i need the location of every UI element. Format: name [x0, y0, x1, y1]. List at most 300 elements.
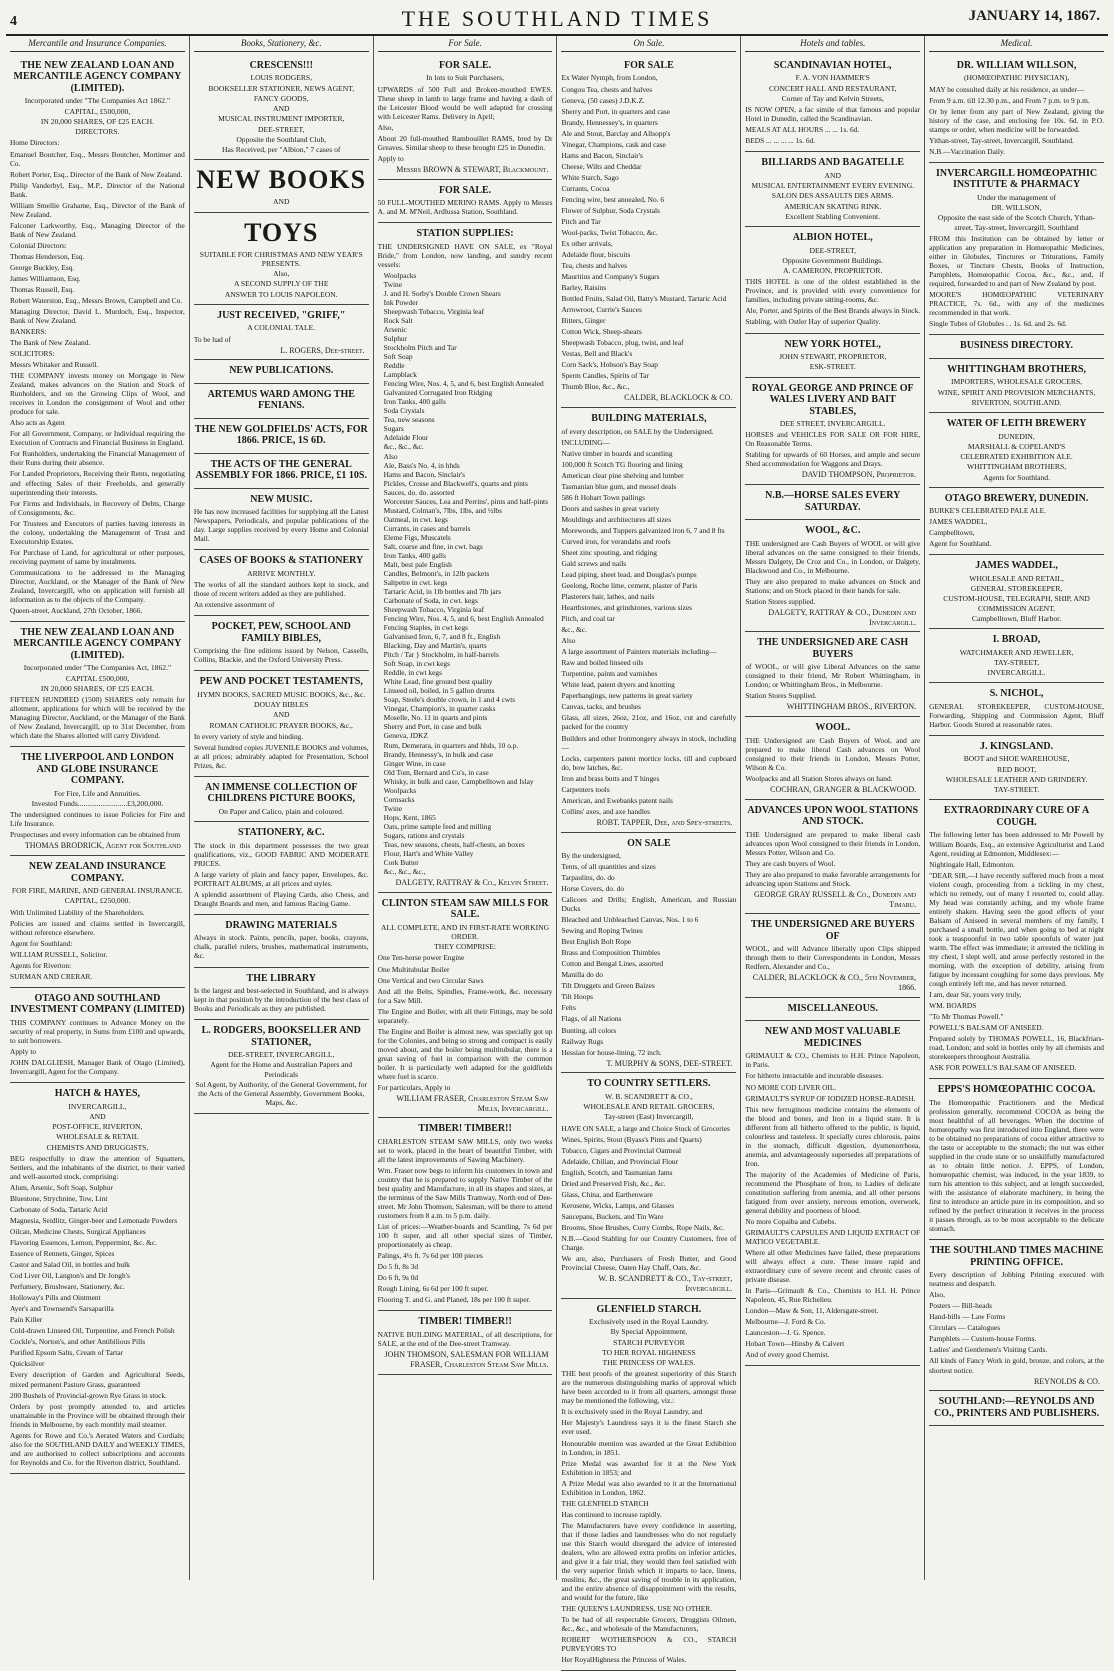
advertisement — [929, 629, 1104, 683]
ad-list-item: &c., &c., &c., — [383, 866, 426, 876]
ad-paragraph: GRIMAULT'S SYRUP OF IODIZED HORSE-RADISH. — [745, 1093, 916, 1103]
ad-title: THE NEW ZEALAND LOAN AND MERCANTILE AGENCY COMPANY (LIMITED). — [13, 59, 182, 94]
ad-paragraph: "To Mr Thomas Powell." — [929, 1012, 1004, 1022]
advertisement — [745, 227, 920, 333]
ad-subtitle: GENERAL STOREKEEPER, — [970, 584, 1063, 594]
ad-paragraph: Is the largest and best-selected in Southland, and is always kept in that position by the introduction of the best class of Books and Periodicals as they are published. — [193, 986, 369, 1014]
ad-paragraph: A large assortment of Painters materials including— — [561, 647, 717, 657]
ad-paragraph: For Landed Proprietors, Receiving their Rents, negotiating and effecting Sales of their Freeholds, and generally superintending their interests. — [10, 469, 185, 497]
ad-paragraph: Single Tubes of Globules . . 1s. 6d. and 2s. 6d. — [929, 319, 1067, 329]
ad-paragraph: Philip Vanderbyl, Esq., M.P., Director of the National Bank. — [10, 180, 185, 199]
ad-list-item: Brandy, Hennessy's, in bulk and case — [383, 749, 494, 759]
ad-subtitle: DUNEDIN, — [998, 431, 1035, 441]
ad-list-item: Cornsacks — [383, 794, 415, 804]
ad-paragraph: THE UNDERSIGNED HAVE ON SALE, ex "Royal Bride," from London, now landing, and sundry recent vessels: — [377, 241, 553, 269]
ad-paragraph: White lead, patent dryers and knotting — [561, 680, 675, 690]
advertisement — [745, 914, 920, 998]
advertisement — [929, 683, 1104, 736]
ad-paragraph: Bottled Fruits, Salad Oil, Batty's Mustard, Tartaric Acid — [561, 294, 727, 304]
ad-paragraph: Geneva, (50 cases) J.D.K.Z. — [561, 95, 645, 105]
ad-paragraph: Her RoyalHighness the Princess of Wales. — [561, 1655, 687, 1665]
ad-subtitle: TAY-STREET. — [993, 785, 1040, 795]
ad-paragraph: Cockle's, Norton's, and other Antibilious Pills — [10, 1337, 146, 1347]
ad-paragraph: Her Majesty's Laundress says it is the finest Starch she ever used. — [561, 1418, 737, 1437]
ad-subtitle: CHEMISTS AND DRUGGISTS, — [46, 1142, 149, 1152]
page-number: 4 — [10, 14, 17, 29]
ad-list-item: Currants, in cases and barrels — [383, 523, 471, 533]
ad-title: TIMBER! TIMBER!! — [418, 1123, 512, 1135]
advertisement — [194, 160, 369, 212]
column-heading: Mercantile and Insurance Companies. — [10, 36, 185, 52]
ad-paragraph: Gald screws and nails — [561, 559, 627, 568]
advertisement — [929, 359, 1104, 413]
ad-paragraph: Posters — Bill-heads — [929, 1301, 992, 1311]
column-heading: For Sale. — [378, 36, 553, 52]
ad-paragraph: Fencing wire, best annealed, No. 6 — [561, 194, 665, 204]
ad-paragraph: About 20 full-mouthed Rambouillet RAMS, bred by Dr Greaves. Similar sheep to these brought £25 in Dunedin. — [377, 133, 553, 152]
ad-paragraph: Emanuel Boutcher, Esq., Messrs Boutcher, Mortimer and Co. — [10, 149, 185, 168]
advertisement — [929, 488, 1104, 556]
ad-subtitle: RED BOOT, — [997, 764, 1037, 774]
ad-title: TIMBER! TIMBER!! — [418, 1316, 512, 1328]
ad-paragraph: HORSES and VEHICLES FOR SALE OR FOR HIRE, On Reasonable Terms. — [745, 430, 921, 449]
advertisement — [929, 555, 1104, 629]
ad-list-item: Sheepwash Tobacco, Virginia leaf — [383, 605, 485, 615]
ad-subtitle: WHITTINGHAM BROTHERS, — [966, 462, 1067, 472]
ad-paragraph: Glass, China, and Earthenware — [561, 1189, 653, 1199]
ad-paragraph: Several hundred copies JUVENILE BOOKS and volumes, at all prices; admirably adapted for Presentation, School Prizes, &c. — [193, 742, 369, 770]
ad-paragraph: Wines, Spirits, Stout (Byass's Pints and Quarts) — [561, 1134, 702, 1144]
ad-list-item: Arsenic — [383, 325, 407, 335]
ad-title: OTAGO AND SOUTHLAND INVESTMENT COMPANY (LIMITED) — [10, 992, 185, 1016]
advertisement — [10, 1083, 185, 1474]
advertisement — [745, 1021, 920, 1366]
advertisement — [194, 360, 369, 384]
ad-title: L. RODGERS, BOOKSELLER AND STATIONER, — [201, 1025, 361, 1048]
ad-paragraph: Tasmanian blue gum, and messel deals — [561, 481, 677, 491]
advertisement — [194, 550, 369, 616]
ad-subtitle: AND — [273, 197, 290, 207]
ad-list-item: Ale, Bass's No. 4, in hhds — [383, 460, 460, 470]
ad-title: DR. WILLIAM WILLSON, — [956, 59, 1077, 71]
ad-title: SOUTHLAND:—REYNOLDS AND CO., PRINTERS AND PUBLISHERS. — [934, 1396, 1100, 1419]
ad-list-item: Oats, prime sample feed and milling — [383, 821, 492, 831]
ad-list-item: Pitch / Tar } Stockholm, in half-barrels — [383, 650, 499, 660]
ad-subtitle: POST-OFFICE, RIVERTON, — [52, 1122, 143, 1132]
ad-paragraph: American clear pine shelving and lumber — [561, 470, 684, 480]
ad-list-item: Ginger Wine, in case — [383, 758, 446, 768]
ad-paragraph: Calicoes and Drills; English, American, and Russian Ducks — [561, 895, 737, 914]
ad-signature: T. MURPHY & SONS, DEE-STREET. — [606, 1058, 733, 1068]
ad-paragraph: Circulars — Catalogues — [929, 1323, 1001, 1333]
ad-paragraph: I am, dear Sir, yours very truly, — [929, 990, 1022, 999]
advertisement — [194, 213, 369, 305]
ad-paragraph: The following letter has been addressed to Mr Powell by William Boards, Esq., an extensive Agriculturist and Land Agent, residing at Edmonton, Middlesex:— — [929, 830, 1104, 858]
ad-subtitle: MUSICAL INSTRUMENT IMPORTER, — [218, 114, 345, 124]
ad-subtitle: ALL COMPLETE, AND IN FIRST-RATE WORKING ORDER. — [381, 922, 550, 941]
ad-paragraph: Saucepans, Buckets, and Tin Ware — [561, 1211, 664, 1221]
ad-paragraph: Purified Epsom Salts, Cream of Tartar — [10, 1348, 124, 1358]
ad-item-list — [378, 271, 553, 876]
ad-paragraph: Colonial Directors: — [10, 240, 67, 250]
ad-title: POCKET, PEW, SCHOOL AND FAMILY BIBLES, — [211, 621, 351, 644]
ad-paragraph: He has now increased facilities for supplying all the Latest Newspapers, Periodicals, and popular publications of the day. Large supplies received by every Home and Colonial Mail. — [193, 507, 369, 544]
ad-subtitle: A SECOND SUPPLY OF THE — [233, 279, 329, 289]
ad-list-item: Soap, Steele's double crown, in 1 and 4 cwts — [383, 695, 516, 705]
ad-title: NEW MUSIC. — [250, 493, 313, 505]
ad-paragraph: Pitch, and coal tar — [561, 614, 615, 624]
ad-paragraph: Agents for Rowe and Co.'s Aerated Waters and Cordials; also for the SOUTHLAND DAILY and WEEKLY TIMES, and are authorised to collect subscriptions and accounts for Reynolds and Co. for the Riverton district, Southland. — [10, 1430, 185, 1467]
ad-paragraph: For particulars, Apply to — [377, 1082, 451, 1092]
ad-paragraph: No more Copaiba and Cubebs. — [745, 1216, 837, 1226]
ad-paragraph: Alum, Arsenic, Soft Soap, Sulphur — [10, 1182, 113, 1192]
ad-list-item: Flour, Hart's and White Valley — [383, 848, 474, 858]
ad-title: WOOL, &C. — [805, 525, 861, 537]
ad-paragraph: Corn Sack's, Hobson's Bay Soap — [561, 360, 658, 370]
ad-paragraph: Cheese, Wilts and Cheddar — [561, 161, 642, 171]
ad-paragraph: Thomas Russell, Esq. — [10, 284, 75, 294]
ad-list-item: J. and H. Sorby's Double Crown Shears — [383, 288, 501, 298]
ad-subtitle: Invested Funds..........................£3,200,000. — [31, 799, 164, 809]
ad-paragraph: And all the Belts, Spindles, Frame-work, &c. necessary for a Saw Mill. — [377, 986, 553, 1005]
ad-paragraph: Builders and other Ironmongery always in stock, including— — [561, 733, 737, 752]
ad-paragraph: Also — [561, 636, 576, 646]
ad-list-item: Twine — [383, 279, 403, 289]
ad-title: PEW AND POCKET TESTAMENTS, — [199, 676, 363, 688]
ad-paragraph: For Runholders, undertaking the Financial Management of their Runs during their absence. — [10, 449, 185, 468]
ad-title: NEW ZEALAND INSURANCE COMPANY. — [28, 861, 166, 884]
ad-list-item: Soft Soap — [383, 352, 413, 362]
advertisement — [929, 163, 1104, 335]
ad-subtitle: IMPORTERS, WHOLESALE GROCERS, — [951, 377, 1083, 387]
ad-title: EPPS'S HOMŒOPATHIC COCOA. — [937, 1084, 1096, 1096]
ad-paragraph: Oilcan, Medicine Chests, Surgical Appliances — [10, 1227, 146, 1237]
ad-paragraph: Tea, chests and halves — [561, 261, 628, 270]
ad-subtitle: Under the management of — [977, 192, 1057, 202]
ad-paragraph: Prepared solely by THOMAS POWELL, 16, Blackfriars-road, London; and sold in bottles only by all chemists and storekeepers throughout Australia. — [929, 1034, 1104, 1062]
ad-title: CRESCENS!!! — [249, 59, 313, 71]
ad-paragraph: English, Scotch, and Tasmanian Jams — [561, 1167, 673, 1177]
ad-paragraph: MOORE'S HOMŒOPATHIC VETERINARY PRACTICE, 7s. 6d., with any of the medicines recommended in that work. — [929, 290, 1104, 318]
ad-subtitle: Opposite Government Buildings. — [782, 255, 884, 265]
ad-subtitle: A COLONIAL TALE. — [247, 323, 316, 333]
ad-paragraph: Thomas Henderson, Esq. — [10, 251, 85, 261]
ad-paragraph: Managing Director, David L. Murdoch, Esq., Inspector, Bank of New Zealand. — [10, 306, 185, 325]
advertisement — [745, 485, 920, 520]
ad-signature: WILLIAM FRASER, Charleston Steam Saw Mills, Invercargill. — [396, 1093, 549, 1113]
ad-list-item: Sulphur — [383, 334, 408, 344]
ad-paragraph: Mauritius and Company's Sugars — [561, 272, 660, 282]
ad-title: I. BROAD, — [992, 634, 1041, 646]
ad-paragraph: N.B.—Good Stabling for our Country Customers, free of Charge. — [561, 1233, 737, 1252]
advertisement — [10, 856, 185, 988]
ad-title: THE LIVERPOOL AND LONDON AND GLOBE INSURANCE COMPANY. — [20, 752, 174, 787]
ad-list-item: Moselle, No. 11 in quarts and pints — [383, 713, 488, 723]
ad-paragraph: For Firms and Individuals, in Recovery of Debts, Charge of Consignments, &c. — [10, 498, 185, 517]
advertisement — [194, 968, 369, 1021]
ad-paragraph: Also acts as Agent — [10, 418, 65, 428]
ad-subtitle: (HOMŒOPATHIC PHYSICIAN), — [963, 73, 1070, 83]
ad-title: THE NEW GOLDFIELDS' ACTS, FOR 1866. PRICE, 1S 6D. — [194, 423, 368, 447]
ad-paragraph: To be had of — [193, 334, 231, 344]
advertisement — [194, 1020, 369, 1114]
ad-paragraph: Ayer's and Townsend's Sarsaparilla — [10, 1304, 114, 1314]
ad-title: NEW BOOKS — [196, 165, 367, 195]
ad-subtitle: AND — [824, 170, 841, 180]
ad-signature: Messrs BROWN & STEWART, Blackmount. — [396, 164, 549, 174]
ad-paragraph: Carpenters tools — [561, 784, 610, 794]
ad-paragraph: Cotton Wick, Sheep-shears — [561, 327, 642, 337]
ad-paragraph: The Engine and Boiler, with all their Fittings, may be sold separately. — [377, 1006, 553, 1025]
ad-subtitle: DEE-STREET, — [809, 245, 856, 255]
ad-paragraph: Bleached and Unbleached Canvas, Nos. 1 to 6 — [561, 915, 699, 925]
ad-subtitle: BOOT and SHOE WAREHOUSE, — [963, 754, 1070, 764]
ad-signature: JOHN THOMSON, SALESMAN FOR WILLIAM FRASER, Charleston Steam Saw Mills. — [384, 1350, 549, 1369]
ad-list-item: Sauces, do. do. assorted — [383, 487, 455, 497]
ad-paragraph: The stock in this department possesses the two great qualifications, viz., GOOD FABRIC AND MODERATE PRICES. — [193, 840, 369, 868]
ad-paragraph: Tilt Druggets and Green Baizes — [561, 981, 655, 991]
ad-list-item: Stockholm Pitch and Tar — [383, 343, 457, 353]
ad-title: SCANDINAVIAN HOTEL, — [773, 59, 892, 71]
ad-paragraph: Tarpaulins, do. do — [561, 873, 615, 883]
advertisement — [194, 915, 369, 968]
ad-paragraph: ROBERT WOTHERSPOON & CO., STARCH PURVEYORS TO — [561, 1635, 737, 1654]
ad-title: NEW AND MOST VALUABLE MEDICINES — [764, 1026, 901, 1049]
ad-paragraph: 100,000 ft Scotch TG flooring and lining — [561, 459, 683, 469]
ad-paragraph: of WOOL, or will give Liberal Advances on the same consigned to their friend, Mr Robert Whittingham, in London; or Whittingham Bros., in Melbourne. — [745, 662, 921, 690]
ad-title: OTAGO BREWERY, DUNEDIN. — [944, 492, 1089, 504]
ad-paragraph: Messrs Whitaker and Russell. — [10, 360, 99, 370]
ad-title: THE ACTS OF THE GENERAL ASSEMBLY FOR 1866. PRICE, £1 10S. — [195, 458, 367, 482]
ad-subtitle: MARSHALL & COPELAND'S — [967, 441, 1066, 451]
column-heading: Books, Stationery, &c. — [194, 36, 369, 52]
column-5 — [741, 36, 925, 1580]
ad-list-item: &c., &c., &c. — [383, 442, 424, 452]
ad-paragraph: We are, also, Purchasers of Fresh Butter, and Good Provincial Cheese, Oaten Hay Chaff, Oats, &c. — [561, 1253, 737, 1272]
ad-paragraph: They are also prepared to make favorable arrangements for advancing upon Stations and Stock. — [745, 869, 921, 888]
advertisement — [194, 454, 369, 489]
ad-subtitle: By Special Appointment, — [610, 1327, 688, 1337]
ad-paragraph: Brass and Composition Thimbles — [561, 948, 661, 958]
advertisement — [745, 520, 920, 632]
ad-paragraph: Every description of Garden and Agricultural Seeds, mixed permanent Pasture Grass, guaranteed — [10, 1370, 185, 1389]
ad-title: FOR SALE. — [438, 59, 492, 71]
ad-list-item: Whisky, in bulk and case, Campbelltown and Islay — [383, 776, 534, 786]
ad-paragraph: In every variety of style and binding. — [193, 731, 304, 741]
ad-paragraph: Or by letter from any part of New Zealand, giving the history of the case, and enclosing fee 10s. 6d. in P.O. stamps or order, when medicine will be forwarded. — [929, 106, 1104, 134]
advertisement — [10, 747, 185, 856]
ad-subtitle: F. A. VON HAMMER'S — [795, 73, 870, 83]
ad-paragraph: Ex Water Nymph, from London, — [561, 73, 658, 83]
ad-subtitle: For Fire, Life and Annuities. — [53, 788, 141, 798]
ad-paragraph: MEALS AT ALL HOURS ... ... 1s. 6d. — [745, 125, 860, 135]
ad-paragraph: Castor and Salad Oil, in bottles and bulk — [10, 1260, 130, 1270]
advertisement — [378, 1118, 553, 1311]
ad-subtitle: CUSTOM-HOUSE, TELEGRAPH, SHIP, AND COMMISSION AGENT, — [943, 594, 1090, 613]
advertisement — [194, 777, 369, 822]
advertisement — [745, 717, 920, 799]
ad-paragraph: This new ferruginous medicine contains the elements of the blood and bones, and Iron in a liquid state. It is different from all hitherto offered to the public, is liquid, colourless and tasteless. It specially cures chlorosis, pains in the stomach, difficult digestion, dysmenorrhoea, anemia, and advantageously supersedes all preparations of Iron. — [745, 1104, 921, 1168]
ad-paragraph: THE Undersigned are prepared to make liberal cash advances upon Wool consigned to their friends in London, Messrs Potter, Wilson and Co. — [745, 829, 921, 857]
ad-subtitle: IN 20,000 SHARES, OF £25 EACH. — [40, 683, 154, 693]
column-4 — [557, 36, 741, 1665]
ad-title: THE SOUTHLAND TIMES MACHINE PRINTING OFFICE. — [929, 1245, 1104, 1268]
ad-paragraph: Tilt Hoops — [561, 992, 594, 1002]
advertisement — [561, 408, 736, 832]
ad-paragraph: Bluestone, Strychnine, Tow, Lint — [10, 1193, 108, 1203]
ad-list-item: Oatmeal, in cwt. kegs — [383, 514, 448, 524]
ad-paragraph: Hearthstones, and grindstones, various sizes — [561, 603, 693, 613]
ad-list-item: Iron Tanks, 400 galls — [383, 397, 446, 407]
ad-subtitle: THEY COMPRISE: — [434, 942, 497, 952]
ad-subtitle: INVERCARGILL, — [68, 1101, 127, 1111]
ad-paragraph: FROM this Institution can be obtained by letter or application any preparation in Homœopathic Medicines, either in Globules, Tinctures or Triturations, Family Boxes, or Tincture Chests, Books of Instruction, Pamphlets, Homœopathic Cocoa, &c., &c., and, if required, forwarded to and part of New Zealand by post. — [929, 233, 1104, 289]
ad-paragraph: POWELL'S BALSAM OF ANISEED. — [929, 1023, 1044, 1033]
ad-paragraph: 50 FULL-MOUTHED MERINO RAMS. Apply to Messrs A. and M. M'Neil, Ardlussa Station, Southland. — [377, 198, 553, 217]
ad-signature: CALDER, BLACKLOCK & CO., 5th November, 1866. — [752, 973, 917, 993]
ad-paragraph: Sheepwash Tobacco, plug, twist, and leaf — [561, 338, 684, 348]
ad-paragraph: Currants, Cocoa — [561, 183, 610, 193]
column-6 — [925, 36, 1108, 1580]
ad-paragraph: Iron and brass butts and T hinges — [561, 773, 660, 783]
ad-title: MISCELLANEOUS. — [787, 1002, 878, 1014]
ad-paragraph: Do 6 ft, 9s 0d — [377, 1273, 419, 1283]
ad-paragraph: GRIMAULT & CO., Chemists to H.H. Prince Napoleon, in Paris. — [745, 1051, 921, 1070]
ad-paragraph: Bitters, Ginger — [561, 316, 606, 326]
ad-paragraph: Station Stores supplied. — [745, 596, 816, 606]
advertisement — [378, 180, 553, 224]
advertisement — [929, 1240, 1104, 1391]
ad-subtitle: AND — [273, 710, 290, 720]
ad-subtitle: CAPITAL, £500,000, — [64, 106, 131, 116]
ad-paragraph: Where all other Medicines have failed, these preparations will always effect a cure. These insure rapid and extraordinary cure of severe recent and chronic cases of private disease. — [745, 1248, 921, 1285]
ad-paragraph: Always in stock. Paints, pencils, paper, books, crayons, chalk, parallel rulers, brushes, mathematical instruments, &c. — [193, 933, 369, 961]
ad-paragraph: Ale and Stout, Barclay and Allsopp's — [561, 128, 671, 138]
ad-paragraph: Woolpacks and all Station Stores always on hand. — [745, 773, 893, 783]
ad-paragraph: The Engine and Boiler is almost new, was specially got up for the Colonies, and being so strong and compact is easily moved about, and the boiler being multitubular, there is a great saving of fuel in comparison with the common boiler. It is particularly well adapted for the goldfields where fuel is scarce. — [377, 1026, 553, 1081]
ad-list-item: Sheepwash Tobacco, Virginia leaf — [383, 307, 485, 316]
ad-paragraph: It is exclusively used in the Royal Laundry, and — [561, 1407, 703, 1417]
ad-paragraph: Agent for Southland. — [929, 539, 992, 549]
issue-date: JANUARY 14, 1867. — [968, 8, 1100, 24]
ad-paragraph: Adelaide flour, biscuits — [561, 249, 631, 259]
ad-paragraph: Vinegar, Champions, cask and case — [561, 139, 666, 149]
ad-subtitle: Corner of Tay and Kelvin Streets, — [781, 93, 884, 103]
ad-subtitle: ROMAN CATHOLIC PRAYER BOOKS, &c., — [209, 720, 353, 730]
ad-paragraph: A Prize Medal was also awarded to it at the International Exhibition in London, 1862. — [561, 1478, 737, 1497]
ad-paragraph: For Purchase of Land, for agricultural or other purposes, receiving payment of same by instalments. — [10, 547, 185, 566]
ad-list-item: Galvanized Corrugated Iron Ridging — [383, 388, 493, 398]
ad-paragraph: Yithan-street, Tay-street, Invercargill, Southland. — [929, 135, 1074, 145]
ad-paragraph: Do 5 ft, 8s 3d — [377, 1262, 419, 1272]
ad-subtitle: Excellent Stabling Convenient. — [785, 211, 881, 221]
ad-paragraph: From 9 a.m. till 12.30 p.m., and From 7 p.m. to 9 p.m. — [929, 95, 1090, 105]
ad-paragraph: Apply to — [10, 1047, 37, 1056]
ad-list-item: Candles, Belmont's, in 12lb packets — [383, 568, 490, 578]
ad-paragraph: Hand-bills — Law Forms — [929, 1312, 1006, 1322]
ad-paragraph: Flower of Sulphur, Soda Crystals — [561, 205, 660, 215]
advertisement — [929, 1079, 1104, 1240]
ad-paragraph: Orders by post promptly attended to, and articles unattainable in the Province will be obtained through their friends in Melbourne, by each monthly mail steamer. — [10, 1401, 185, 1429]
advertisement — [745, 334, 920, 378]
ad-paragraph: The works of all the standard authors kept in stock, and those of recent writers added as they are published. — [193, 580, 369, 599]
advertisement — [929, 335, 1104, 359]
ad-paragraph: BEDS ... ... ... ... 1s. 6d. — [745, 136, 816, 146]
ad-paragraph: UPWARDS of 500 Full and Broken-mouthed EWES. These sheep in lamb to large frame and having a dash of the Leicester Blood would be well adapted for crossing with Leicester Rams. Delivery in April; — [377, 84, 553, 121]
ad-paragraph: Cold-drawn Linseed Oil, Turpentine, and French Polish — [10, 1326, 175, 1336]
advertisement — [745, 632, 920, 717]
ad-paragraph: WOOL, and will Advance liberally upon Clips shipped through them to their Correspondents in London, Messrs Redfern, Alexander and Co., — [745, 944, 921, 972]
ad-paragraph: Station Stores Supplied. — [745, 691, 817, 701]
ad-paragraph: George Buckley, Esq. — [10, 262, 75, 272]
ad-paragraph: For all Government, Company, or Individual requiring the Execution of Contracts and Financial Business in England. — [10, 429, 185, 448]
ad-paragraph: The Bank of New Zealand. — [10, 338, 91, 348]
ad-paragraph: James Williamson, Esq. — [10, 273, 81, 283]
advertisement — [194, 55, 369, 161]
ad-subtitle: DEE-STREET, INVERCARGILL, — [228, 1050, 335, 1060]
ad-title: THE UNDERSIGNED ARE BUYERS OF — [750, 919, 915, 942]
ad-list-item: Pickles, Crosse and Blackwell's, quarts and pints — [383, 478, 528, 488]
advertisement — [745, 55, 920, 152]
ad-title: ON SALE — [627, 837, 671, 849]
ad-paragraph: Pitch and Tar — [561, 216, 601, 226]
ad-title: THE UNDERSIGNED ARE CASH BUYERS — [757, 637, 909, 660]
ad-signature: DAVID THOMPSON, Proprietor. — [801, 470, 917, 480]
ad-subtitle: THE PRINCESS OF WALES. — [602, 1358, 696, 1368]
ad-title: JUST RECEIVED, "GRIFF," — [217, 309, 346, 321]
ad-paragraph: THIS COMPANY continues to Advance Money on the security of real property, in Sums from £100 and upwards, to suit borrowers. — [10, 1017, 185, 1045]
ad-title: INVERCARGILL HOMŒOPATHIC INSTITUTE & PHARMACY — [936, 167, 1098, 191]
ad-signature: DALGETY, RATTRAY & CO., Dunedin and Invercargill. — [768, 607, 917, 627]
ad-paragraph: Flags, of all Nations — [561, 1014, 622, 1024]
ad-list-item: Saltpetre in cwt. kegs — [383, 577, 448, 587]
ad-paragraph: Home Directors: — [10, 138, 60, 148]
ad-paragraph: Stabling, with Ostler Hay of superior Quality. — [745, 317, 881, 327]
ad-paragraph: Raw and boiled linseed oils — [561, 658, 644, 668]
ad-paragraph: A large variety of plain and fancy paper, Envelopes, &c. PORTRAIT ALBUMS, at all prices and styles. — [193, 869, 369, 888]
ad-paragraph: Falconer Larkworthy, Esq., Managing Director of the Bank of New Zealand. — [10, 220, 185, 239]
ad-subtitle: Campbelltown, Bluff Harbor. — [971, 613, 1062, 623]
ad-paragraph: Plasterers hair, lathes, and nails — [561, 592, 655, 602]
ad-list-item: Adelaide Flour — [383, 433, 429, 443]
ad-paragraph: Agent for Southland: — [10, 938, 73, 948]
column-container — [6, 36, 1108, 1665]
ad-subtitle: STARCH PURVEYOR — [613, 1337, 685, 1347]
ad-title: ARTEMUS WARD AMONG THE FENIANS. — [207, 388, 355, 412]
ad-subtitle: Opposite the east side of the Scotch Church, Ythan-street, Tay-street, Invercargill, Southland — [937, 213, 1096, 232]
ad-paragraph: Turpentine, paints and varnishes — [561, 669, 658, 679]
ad-paragraph: THE GLENFIELD STARCH — [561, 1498, 649, 1508]
ad-paragraph: MAY be consulted daily at his residence, as under— — [929, 84, 1085, 94]
ad-paragraph: Also, — [929, 1290, 945, 1300]
ad-paragraph: Cod Liver Oil, Langton's and Dr Jongh's — [10, 1271, 130, 1281]
ad-signature: THOMAS BRODRICK, Agent for Southland — [24, 841, 181, 851]
ad-paragraph: SOLICITORS: — [10, 349, 55, 359]
advertisement — [10, 622, 185, 747]
ad-list-item: Teas, new seasons, chests, half-chests, an boxes — [383, 839, 525, 849]
ad-title: S. NICHOL, — [989, 688, 1044, 700]
ad-list-item: Lampblack — [383, 370, 417, 380]
advertisement — [194, 489, 369, 551]
ad-title: CASES OF BOOKS & STATIONERY — [199, 555, 364, 567]
ad-subtitle: WHOLESALE & RETAIL — [56, 1132, 139, 1142]
ad-list-item: Sugars — [383, 424, 404, 434]
ad-paragraph: A splendid assortment of Playing Cards, also Chess, and Draught Boards and men, and famous Racing Game. — [193, 889, 369, 908]
ad-subtitle: AND — [273, 104, 290, 114]
ad-title: BUSINESS DIRECTORY. — [960, 340, 1074, 352]
ad-paragraph: Sherry and Port, in quarters and case — [561, 106, 671, 116]
ad-paragraph: CHARLESTON STEAM SAW MILLS, only two weeks set to work, placed in the heart of beautiful Timber, with all the latest improvements of Sawing Machinery. — [377, 1136, 553, 1164]
